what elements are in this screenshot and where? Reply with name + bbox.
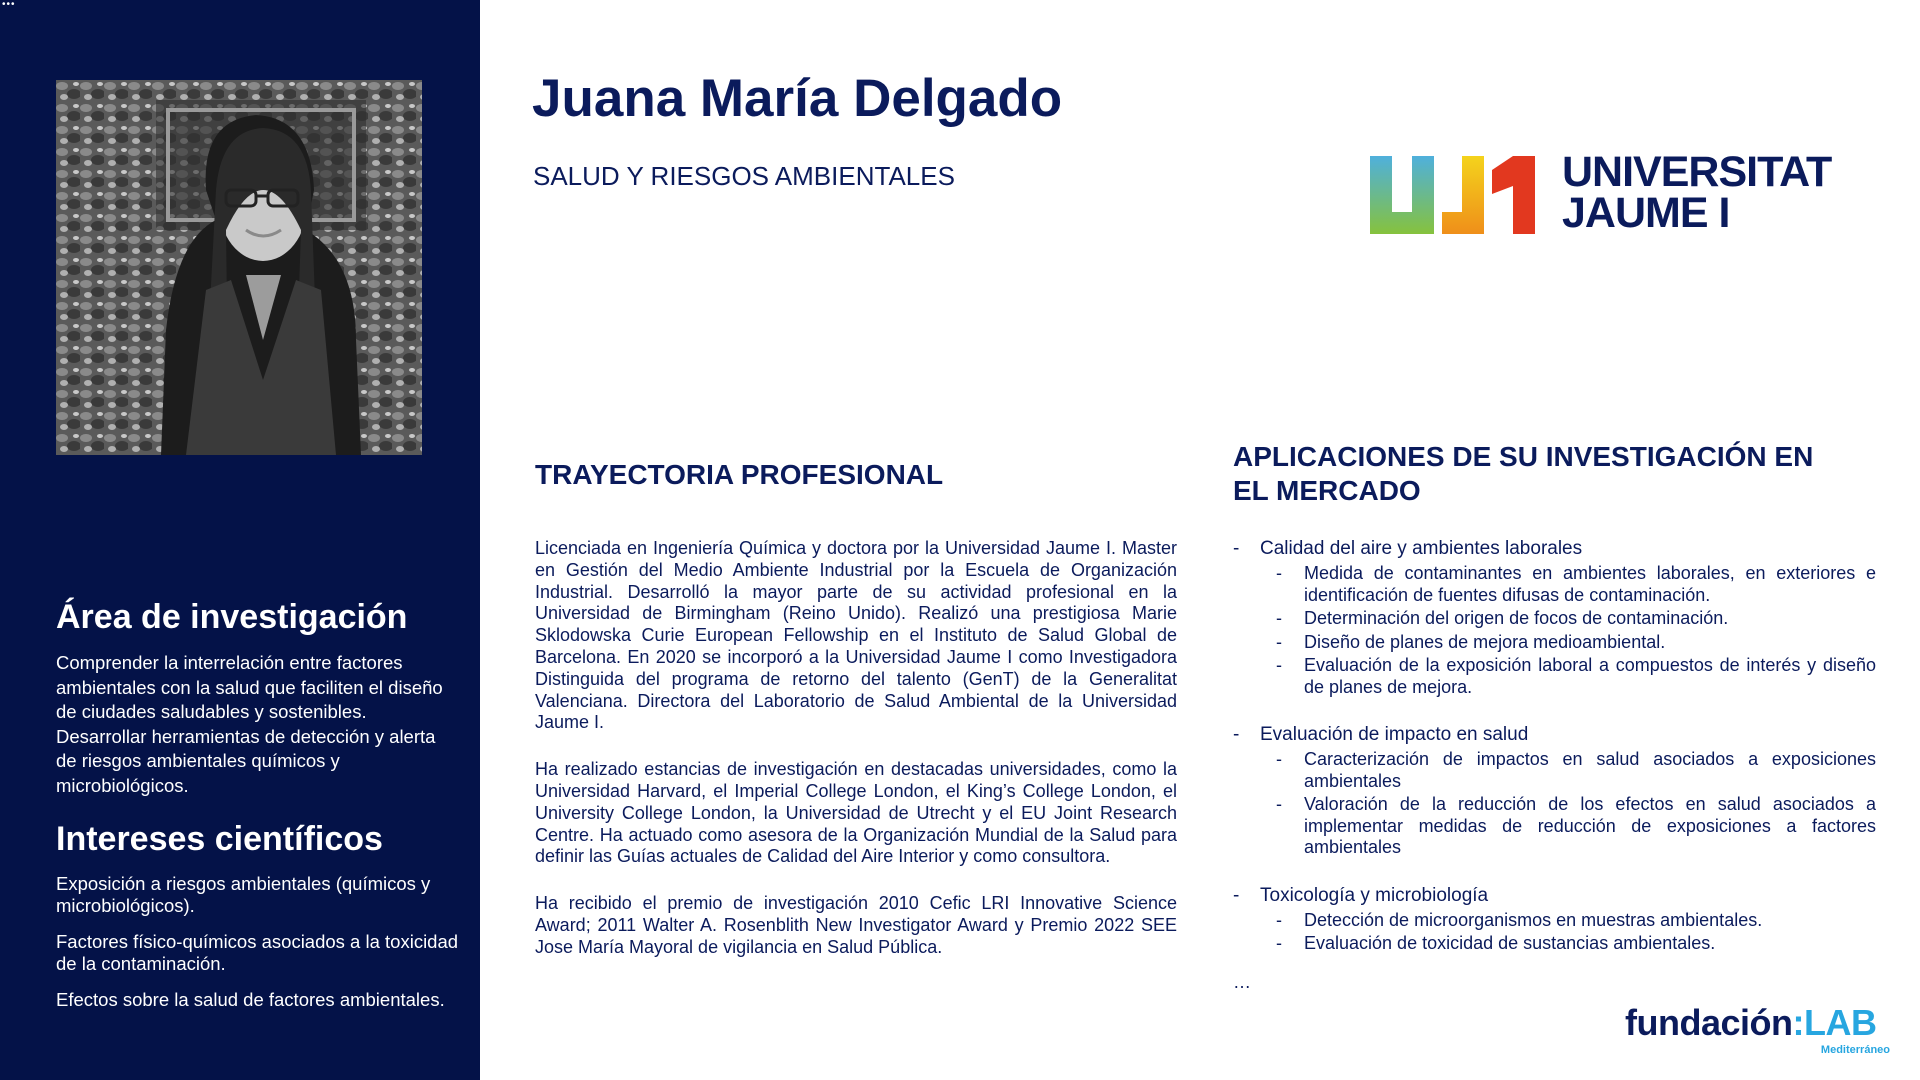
list-item: - Detección de microorganismos en muestras ambientales.	[1304, 910, 1876, 932]
career-paragraph: Ha recibido el premio de investigación 2010 Cefic LRI Innovative Science Award; 2011 Walter A. Rosenblith New Investigator Award y Premio 2022 SEE Jose María Mayoral de vigilancia en Salud Pública.	[535, 893, 1177, 957]
application-group	[1233, 723, 1876, 859]
list-item: - Evaluación de toxicidad de sustancias ambientales.	[1304, 933, 1876, 955]
uji-mark-icon	[1370, 156, 1535, 234]
list-item: Factores físico-químicos asociados a la toxicidad de la contaminación.	[56, 931, 459, 974]
foundation-logo-word: fundación:LAB	[1625, 1002, 1877, 1043]
scientific-interests-list	[56, 873, 461, 1025]
foundation-logo	[1625, 1003, 1890, 1063]
corner-mark: •••	[2, 0, 16, 10]
research-area-title: Área de investigación	[56, 598, 408, 636]
application-heading: - Evaluación de impacto en salud	[1233, 723, 1876, 747]
career-paragraph: Licenciada en Ingeniería Química y doctora por la Universidad Jaume I. Master en Gestión del Medio Ambiente Industrial por la Escuela de Organización Industrial. Desarrolló la mayor parte de su actividad profesional en la Universidad de Birmingham (Reino Unido). Realizó una prestigiosa Marie Sklodowska Curie European Fellowship en el Instituto de Salud Global de Barcelona. En 2020 se incorporó a la Universidad Jaume I como Investigadora Distinguida del programa de retorno del talento (GenT) de la Generalitat Valenciana. Directora del Laboratorio de Salud Ambiental de la Universidad Jaume I.	[535, 538, 1177, 733]
university-logo	[1370, 148, 1832, 242]
application-heading: - Calidad del aire y ambientes laborales	[1233, 537, 1876, 561]
application-group	[1233, 537, 1876, 698]
list-item: Exposición a riesgos ambientales (químicos y microbiológicos).	[56, 873, 431, 916]
application-list	[1233, 749, 1876, 859]
sidebar	[0, 0, 480, 1080]
list-item: Efectos sobre la salud de factores ambientales.	[56, 989, 445, 1010]
application-list	[1233, 910, 1876, 955]
profile-photo	[56, 80, 422, 455]
application-heading: - Toxicología y microbiología	[1233, 884, 1876, 908]
career-section	[535, 538, 1177, 984]
applications-title: APLICACIONES DE SU INVESTIGACIÓN EN EL MERCADO	[1233, 441, 1814, 506]
page-title: Juana María Delgado	[532, 69, 1063, 128]
list-item: - Diseño de planes de mejora medioambiental.	[1304, 632, 1876, 654]
research-area-text: Comprender la interrelación entre factores ambientales con la salud que faciliten el diseño de ciudades saludables y sostenibles. Desarrollar herramientas de detección y alerta de riesgos ambientales químicos y microbiológicos.	[56, 652, 443, 796]
applications-section	[1233, 537, 1876, 992]
university-name: UNIVERSITAT JAUME I	[1562, 148, 1832, 237]
portrait-photo-icon	[56, 80, 422, 455]
list-item: - Medida de contaminantes en ambientes laborales, en exteriores e identificación de fuentes difusas de contaminación.	[1304, 563, 1876, 606]
list-item: - Evaluación de la exposición laboral a compuestos de interés y diseño de planes de mejora.	[1304, 655, 1876, 698]
scientific-interests-title: Intereses científicos	[56, 820, 383, 858]
career-paragraph: Ha realizado estancias de investigación en destacadas universidades, como la Universidad Harvard, el Imperial College London, el King’s College London, el University College London, la Universidad de Utrecht y el EU Joint Research Centre. Ha actuado como asesora de la Organización Mundial de la Salud para definir las Guías actuales de Calidad del Aire Interior y como consultora.	[535, 759, 1177, 867]
list-item: - Valoración de la reducción de los efectos en salud asociados a implementar medidas de reducción de exposiciones a factores ambientales	[1304, 794, 1876, 859]
foundation-logo-sub: Mediterráneo	[1820, 1044, 1890, 1056]
career-title: TRAYECTORIA PROFESIONAL	[535, 459, 944, 490]
application-list	[1233, 563, 1876, 698]
list-item: - Determinación del origen de focos de contaminación.	[1304, 608, 1876, 630]
more-ellipsis: …	[1233, 971, 1251, 992]
list-item: - Caracterización de impactos en salud asociados a exposiciones ambientales	[1304, 749, 1876, 792]
department-subtitle: SALUD Y RIESGOS AMBIENTALES	[533, 161, 955, 191]
application-group	[1233, 884, 1876, 955]
